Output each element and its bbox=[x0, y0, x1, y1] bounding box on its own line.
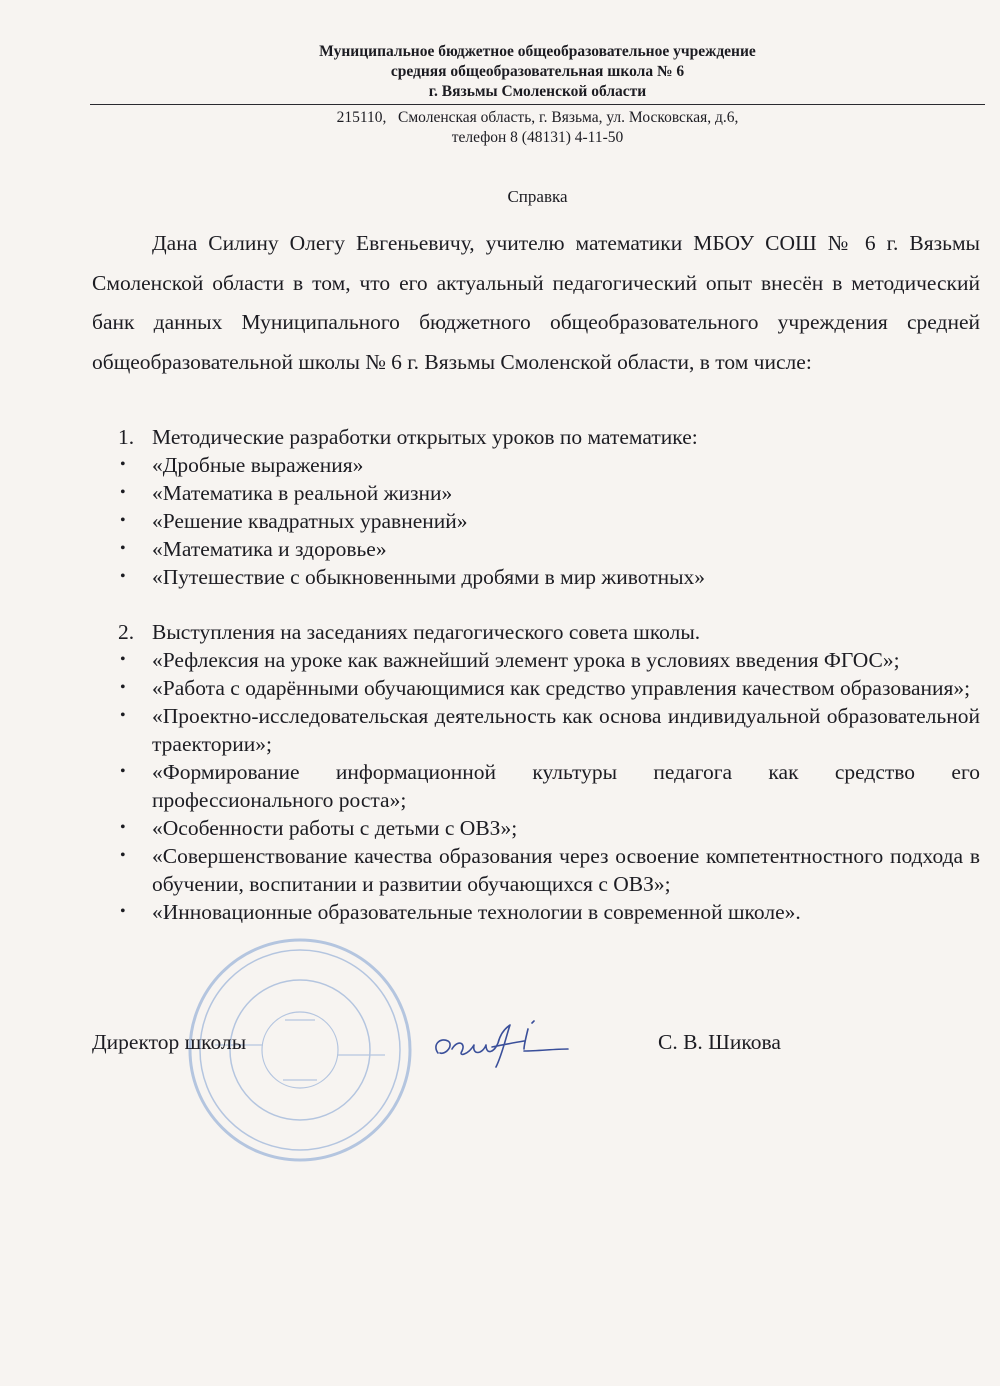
section-2-item bbox=[92, 898, 980, 926]
section-1-item-text: «Решение квадратных уравнений» bbox=[152, 509, 468, 533]
bullet-icon: • bbox=[120, 512, 126, 529]
section-1-number: 1. bbox=[118, 425, 135, 449]
bullet-icon: • bbox=[120, 679, 126, 696]
bullet-icon: • bbox=[120, 819, 126, 836]
section-2-item bbox=[92, 758, 980, 814]
section-2-items bbox=[92, 646, 980, 926]
section-1 bbox=[92, 423, 980, 591]
body-paragraph: Дана Силину Олегу Евгеньевичу, учителю математики МБОУ СОШ № 6 г. Вязьмы Смоленской области в том, что его актуальный педагогический опыт внесён в методический банк данных Муниципального бюджетного общеобразовательного учреждения средней общеобразовательной школы № 6 г. Вязьмы Смоленской области, в том числе: bbox=[92, 231, 980, 374]
section-2-heading bbox=[92, 618, 980, 646]
section-2-item-text: «Особенности работы с детьми с ОВЗ»; bbox=[152, 816, 518, 840]
address-block bbox=[90, 108, 985, 148]
section-1-item bbox=[92, 479, 980, 507]
section-2-item bbox=[92, 674, 980, 702]
bullet-icon: • bbox=[120, 847, 126, 864]
section-1-item bbox=[92, 563, 980, 591]
signatory-name: С. В. Шикова bbox=[658, 1030, 781, 1054]
letterhead-line-3: г. Вязьмы Смоленской области bbox=[428, 83, 647, 100]
handwritten-signature bbox=[428, 1015, 573, 1075]
section-2-item bbox=[92, 842, 980, 898]
letterhead-divider bbox=[90, 104, 985, 105]
letterhead bbox=[90, 42, 985, 102]
signatory-title: Директор школы bbox=[92, 1030, 247, 1054]
section-2-heading-text: Выступления на заседаниях педагогического совета школы. bbox=[152, 620, 701, 644]
letterhead-line-1: Муниципальное бюджетное общеобразовательное учреждение bbox=[319, 43, 756, 60]
document-title: Справка bbox=[507, 187, 568, 206]
bullet-icon: • bbox=[120, 903, 126, 920]
bullet-icon: • bbox=[120, 540, 126, 557]
section-1-heading bbox=[92, 423, 980, 451]
section-1-items bbox=[92, 451, 980, 591]
bullet-icon: • bbox=[120, 484, 126, 501]
address-line-2: телефон 8 (48131) 4-11-50 bbox=[451, 129, 624, 146]
section-2-item-text: «Инновационные образовательные технологии в современной школе». bbox=[152, 900, 801, 924]
section-1-item-text: «Математика и здоровье» bbox=[152, 537, 387, 561]
section-1-heading-text: Методические разработки открытых уроков по математике: bbox=[152, 425, 698, 449]
bullet-icon: • bbox=[120, 456, 126, 473]
section-1-item-text: «Дробные выражения» bbox=[152, 453, 364, 477]
section-2 bbox=[92, 618, 980, 926]
section-1-item bbox=[92, 535, 980, 563]
section-2-item-text: «Работа с одарёнными обучающимися как средство управления качеством образования»; bbox=[152, 676, 971, 700]
section-2-item bbox=[92, 646, 980, 674]
section-2-item-text: «Рефлексия на уроке как важнейший элемент урока в условиях введения ФГОС»; bbox=[152, 648, 900, 672]
bullet-icon: • bbox=[120, 568, 126, 585]
section-2-item-text: «Формирование информационной культуры педагога как средство его профессионального роста»; bbox=[152, 760, 980, 812]
section-2-item-text: «Совершенствование качества образования через освоение компетентностного подхода в обучении, воспитании и развитии обучающихся с ОВЗ»; bbox=[152, 844, 980, 896]
section-2-number: 2. bbox=[118, 620, 135, 644]
section-2-item bbox=[92, 702, 980, 758]
section-2-item-text: «Проектно-исследовательская деятельность как основа индивидуальной образовательной траектории»; bbox=[152, 704, 980, 756]
section-1-item bbox=[92, 507, 980, 535]
section-2-item bbox=[92, 814, 980, 842]
bullet-icon: • bbox=[120, 763, 126, 780]
section-1-item-text: «Путешествие с обыкновенными дробями в мир животных» bbox=[152, 565, 706, 589]
bullet-icon: • bbox=[120, 707, 126, 724]
address-line-1: 215110, Смоленская область, г. Вязьма, ул. Московская, д.6, bbox=[336, 109, 739, 126]
section-1-item-text: «Математика в реальной жизни» bbox=[152, 481, 453, 505]
letterhead-line-2: средняя общеобразовательная школа № 6 bbox=[390, 63, 685, 80]
bullet-icon: • bbox=[120, 651, 126, 668]
section-1-item bbox=[92, 451, 980, 479]
